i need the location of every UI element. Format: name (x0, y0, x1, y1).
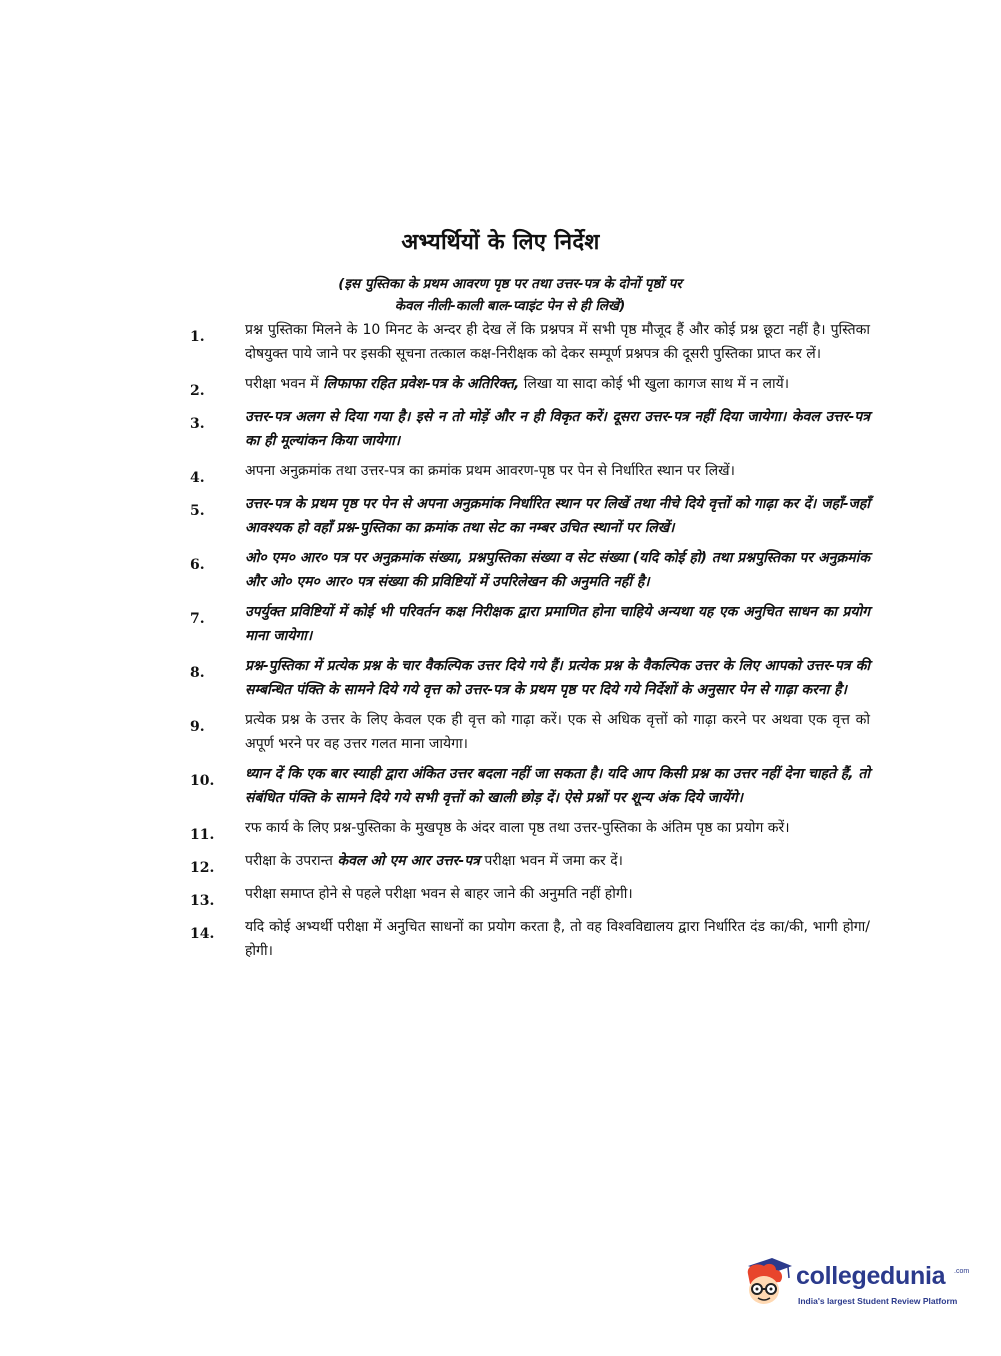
instruction-text-emphasis: लिफाफा रहित प्रवेश-पत्र के अतिरिक्त, (323, 376, 520, 392)
instruction-number: 10. (190, 773, 215, 789)
logo-dotcom: .com (954, 1268, 970, 1275)
instruction-text: अपना अनुक्रमांक तथा उत्तर-पत्र का क्रमांक प्रथम आवरण-पृष्ठ पर पेन से निर्धारित स्थान पर लिखें। (245, 463, 735, 479)
instruction-item-1 (180, 318, 870, 366)
mascot-icon (742, 1252, 794, 1312)
instruction-item-3 (180, 405, 870, 453)
instruction-list (180, 318, 870, 969)
instruction-item-11 (180, 816, 870, 843)
instruction-item-7 (180, 600, 870, 648)
instruction-item-14 (180, 915, 870, 963)
instruction-number: 14. (190, 926, 215, 942)
instruction-text: रफ कार्य के लिए प्रश्न-पुस्तिका के मुखपृष्ठ के अंदर वाला पृष्ठ तथा उत्तर-पुस्तिका के अंतिम पृष्ठ का प्रयोग करें। (245, 820, 790, 836)
instruction-text: उत्तर-पत्र के प्रथम पृष्ठ पर पेन से अपना अनुक्रमांक निर्धारित स्थान पर लिखें तथा नीचे दिये वृत्तों को गाढ़ा कर दें। जहाँ-जहाँ आवश्यक हो वहाँ प्रश्न-पुस्तिका का क्रमांक तथा सेट का नम्बर उचित स्थानों पर लिखें। (245, 496, 870, 536)
instruction-item-5 (180, 492, 870, 540)
instruction-number: 4. (190, 470, 205, 486)
instruction-item-9 (180, 708, 870, 756)
logo-tagline: India's largest Student Review Platform (798, 1296, 958, 1306)
instruction-number: 1. (190, 329, 205, 345)
instruction-text (245, 372, 870, 396)
document-title: अभ्यर्थियों के लिए निर्देश (401, 230, 600, 255)
instruction-item-2 (180, 372, 870, 399)
instruction-text-part: परीक्षा के उपरान्त (245, 853, 338, 869)
instruction-text: ओ० एम० आर० पत्र पर अनुक्रमांक संख्या, प्रश्नपुस्तिका संख्या व सेट संख्या (यदि कोई हो) तथा प्रश्नपुस्तिका पर अनुक्रमांक और ओ० एम० आर० पत्र संख्या की प्रविष्टियों में उपरिलेखन की अनुमति नहीं है। (245, 550, 870, 590)
collegedunia-logo[interactable] (742, 1252, 982, 1312)
instruction-text: यदि कोई अभ्यर्थी परीक्षा में अनुचित साधनों का प्रयोग करता है, तो वह विश्वविद्यालय द्वारा निर्धारित दंड का/की, भागी होगा/होगी। (245, 919, 870, 959)
instruction-text: प्रश्न-पुस्तिका में प्रत्येक प्रश्न के चार वैकल्पिक उत्तर दिये गये हैं। प्रत्येक प्रश्न के वैकल्पिक उत्तर के लिए आपको उत्तर-पत्र की सम्बन्धित पंक्ति के सामने दिये गये वृत्त को उत्तर-पत्र के प्रथम पृष्ठ पर दिये गये निर्देशों के अनुसार पेन से गाढ़ा करना है। (245, 658, 870, 698)
subtitle-line-1: (इस पुस्तिका के प्रथम आवरण पृष्ठ पर तथा उत्तर-पत्र के दोनों पृष्ठों पर (338, 276, 682, 292)
instruction-item-13 (180, 882, 870, 909)
logo-wordmark: collegedunia (796, 1262, 946, 1290)
instruction-number: 5. (190, 503, 205, 519)
instruction-number: 3. (190, 416, 205, 432)
instruction-number: 7. (190, 611, 205, 627)
instruction-item-10 (180, 762, 870, 810)
instruction-number: 6. (190, 557, 205, 573)
instruction-text: परीक्षा समाप्त होने से पहले परीक्षा भवन से बाहर जाने की अनुमति नहीं होगी। (245, 886, 633, 902)
instruction-text: ध्यान दें कि एक बार स्याही द्वारा अंकित उत्तर बदला नहीं जा सकता है। यदि आप किसी प्रश्न का उत्तर नहीं देना चाहते हैं, तो संबंधित पंक्ति के सामने दिये गये सभी वृत्तों को खाली छोड़ दें। ऐसे प्रश्नों पर शून्य अंक दिये जायेंगे। (245, 766, 870, 806)
subtitle-line-2: केवल नीली-काली बाल-प्वाइंट पेन से ही लिखें) (394, 298, 626, 314)
instruction-text-emphasis: केवल ओ एम आर उत्तर-पत्र (337, 853, 480, 869)
instruction-number: 12. (190, 860, 215, 876)
instruction-item-4 (180, 459, 870, 486)
instruction-number: 9. (190, 719, 205, 735)
instruction-number: 8. (190, 665, 205, 681)
document-subtitle (250, 273, 770, 317)
instruction-number: 13. (190, 893, 215, 909)
instruction-text-part: परीक्षा भवन में (245, 376, 324, 392)
instruction-item-12 (180, 849, 870, 876)
instruction-number: 2. (190, 383, 205, 399)
instruction-text: उपर्युक्त प्रविष्टियों में कोई भी परिवर्तन कक्ष निरीक्षक द्वारा प्रमाणित होना चाहिये अन्यथा यह एक अनुचित साधन का प्रयोग माना जायेगा। (245, 604, 870, 644)
instruction-text-part: परीक्षा भवन में जमा कर दें। (479, 853, 623, 869)
instruction-text: उत्तर-पत्र अलग से दिया गया है। इसे न तो मोड़ें और न ही विकृत करें। दूसरा उत्तर-पत्र नहीं दिया जायेगा। केवल उत्तर-पत्र का ही मूल्यांकन किया जायेगा। (245, 409, 870, 449)
instruction-text: प्रश्न पुस्तिका मिलने के 10 मिनट के अन्दर ही देख लें कि प्रश्नपत्र में सभी पृष्ठ मौजूद हैं और कोई प्रश्न छूटा नहीं है। पुस्तिका दोषयुक्त पाये जाने पर इसकी सूचना तत्काल कक्ष-निरीक्षक को देकर सम्पूर्ण प्रश्नपत्र की दूसरी पुस्तिका प्राप्त कर लें। (245, 322, 870, 362)
instruction-number: 11. (190, 827, 215, 843)
instruction-text (245, 849, 870, 873)
instruction-text-part: लिखा या सादा कोई भी खुला कागज साथ में न लायें। (519, 376, 790, 392)
instruction-text: प्रत्येक प्रश्न के उत्तर के लिए केवल एक ही वृत्त को गाढ़ा करें। एक से अधिक वृत्तों को गाढ़ा करने पर अथवा एक वृत्त को अपूर्ण भरने पर वह उत्तर गलत माना जायेगा। (245, 712, 870, 752)
instruction-item-6 (180, 546, 870, 594)
instruction-item-8 (180, 654, 870, 702)
